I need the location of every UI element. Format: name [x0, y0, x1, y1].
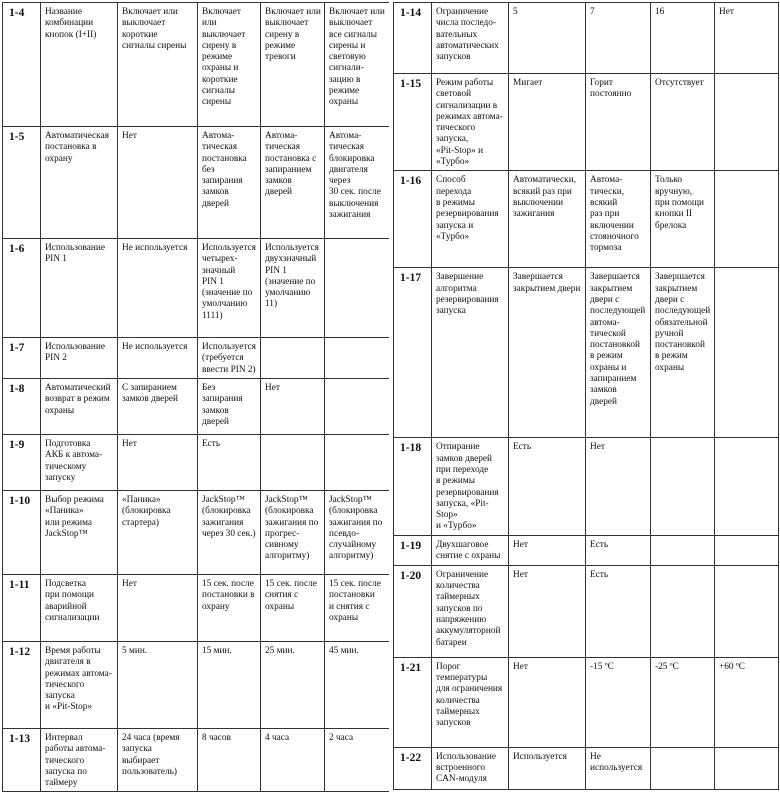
setting-number: 1-18 [394, 438, 432, 535]
setting-number: 1-22 [394, 747, 432, 789]
option-value: 4 часа [261, 729, 325, 792]
option-value [651, 565, 715, 657]
option-value: Мигает [509, 74, 586, 171]
table-row [394, 74, 779, 171]
option-value: Есть [509, 438, 586, 535]
option-value [261, 338, 325, 379]
option-value: Не используется [118, 338, 198, 379]
table-row [394, 268, 779, 438]
option-value: -15 ºС [586, 657, 651, 747]
option-value [715, 747, 779, 789]
settings-table-left [2, 2, 390, 792]
table-row [3, 379, 390, 435]
option-value: -25 ºС [651, 657, 715, 747]
option-value: Нет [715, 3, 779, 74]
setting-number: 1-15 [394, 74, 432, 171]
option-value: Используется четырех- значный PIN 1 (значение по умолчанию 1111) [198, 239, 261, 338]
setting-number: 1-6 [3, 239, 41, 338]
setting-name: Интервал работы автома- тического запуска по таймеру [41, 729, 118, 792]
option-value: Есть [586, 565, 651, 657]
setting-name: Режим работы световой сигнализации в режимах автома- тического запуска, «Pit-Stop» и «Турбо» [432, 74, 509, 171]
option-value: Нет [118, 435, 198, 491]
option-value [715, 171, 779, 268]
option-value: 7 [586, 3, 651, 74]
option-value [261, 435, 325, 491]
setting-number: 1-4 [3, 3, 41, 127]
setting-number: 1-7 [3, 338, 41, 379]
setting-number: 1-12 [3, 642, 41, 729]
setting-number: 1-9 [3, 435, 41, 491]
option-value: 15 сек. после снятия с охраны [261, 575, 325, 642]
option-value: «Паника» (блокировка стартера) [118, 491, 198, 575]
option-value: JackStop™ (блокировка зажигания по псевдо- случайному алгоритму) [325, 491, 390, 575]
option-value: 15 сек. после постановки в охрану [198, 575, 261, 642]
option-value: Автоматически, всякий раз при выключении зажигания [509, 171, 586, 268]
setting-number: 1-21 [394, 657, 432, 747]
option-value [715, 268, 779, 438]
setting-number: 1-11 [3, 575, 41, 642]
table-row [3, 127, 390, 239]
option-value: 24 часа (время запуска выбирает пользователь) [118, 729, 198, 792]
table-row [3, 435, 390, 491]
option-value: Нет [118, 127, 198, 239]
setting-name: Название комбинации кнопок (I+II) [41, 3, 118, 127]
option-value: Используется [509, 747, 586, 789]
option-value: 8 часов [198, 729, 261, 792]
table-row [394, 657, 779, 747]
option-value: Отсутствует [651, 74, 715, 171]
table-row [3, 239, 390, 338]
option-value: Есть [198, 435, 261, 491]
option-value: 16 [651, 3, 715, 74]
setting-name: Выбор режима «Паника» или режима JackStop™ [41, 491, 118, 575]
setting-name: Отпирание замков дверей при переходе в режимы резервирования запуска, «Pit-Stop» и «Турбо» [432, 438, 509, 535]
setting-name: Двухшаговое снятие с охраны [432, 535, 509, 565]
option-value: С запиранием замков дверей [118, 379, 198, 435]
option-value: Не используется [118, 239, 198, 338]
setting-name: Использование встроенного CAN-модуля [432, 747, 509, 789]
option-value [325, 379, 390, 435]
setting-name: Порог температуры для ограничения количества таймерных запусков [432, 657, 509, 747]
option-value [325, 435, 390, 491]
setting-number: 1-10 [3, 491, 41, 575]
option-value [715, 438, 779, 535]
setting-number: 1-16 [394, 171, 432, 268]
option-value: Горит постоянно [586, 74, 651, 171]
option-value: Только вручную, при помощи кнопки II брелока [651, 171, 715, 268]
table-row [3, 338, 390, 379]
table-row [394, 438, 779, 535]
option-value: Нет [586, 438, 651, 535]
setting-name: Ограничение числа последо- вательных автоматических запусков [432, 3, 509, 74]
option-value: 15 мин. [198, 642, 261, 729]
option-value [715, 535, 779, 565]
table-row [3, 491, 390, 575]
table-row [3, 3, 390, 127]
setting-number: 1-8 [3, 379, 41, 435]
option-value: Автома- тическая постановка без запирания замков дверей [198, 127, 261, 239]
setting-name: Использование PIN 2 [41, 338, 118, 379]
table-row [394, 535, 779, 565]
option-value: 25 мин. [261, 642, 325, 729]
option-value: 2 часа [325, 729, 390, 792]
setting-name: Использование PIN 1 [41, 239, 118, 338]
table-row [394, 565, 779, 657]
setting-name: Автоматическая постановка в охрану [41, 127, 118, 239]
setting-name: Способ перехода в режимы резервирования запуска и «Турбо» [432, 171, 509, 268]
option-value: JackStop™ (блокировка зажигания по прогрес- сивному алгоритму) [261, 491, 325, 575]
setting-name: Ограничение количества таймерных запусков по напряжению аккумуляторной батареи [432, 565, 509, 657]
option-value [715, 565, 779, 657]
table-row [394, 171, 779, 268]
option-value: Автома- тическая блокировка двигателя через 30 сек. после выключения зажигания [325, 127, 390, 239]
option-value [325, 338, 390, 379]
option-value: Включает или выключает сирену в режиме тревоги [261, 3, 325, 127]
setting-name: Подсветка при помощи аварийной сигнализации [41, 575, 118, 642]
table-row [3, 642, 390, 729]
setting-name: Автоматический возврат в режим охраны [41, 379, 118, 435]
option-value [651, 438, 715, 535]
table-row [3, 575, 390, 642]
option-value: Включает или выключает сирену в режиме охраны и короткие сигналы сирены [198, 3, 261, 127]
option-value [651, 535, 715, 565]
setting-number: 1-5 [3, 127, 41, 239]
setting-number: 1-17 [394, 268, 432, 438]
option-value: Завершается закрытием двери [509, 268, 586, 438]
option-value: 15 сек. после постановки и снятия с охраны [325, 575, 390, 642]
option-value: Включает или выключает все сигналы сирены и световую сигнали- зацию в режиме охраны [325, 3, 390, 127]
option-value: Завершается закрытием двери с последующей автома- тической постановкой в режим охраны и запиранием замков дверей [586, 268, 651, 438]
option-value: Используется (требуется ввести PIN 2) [198, 338, 261, 379]
setting-number: 1-19 [394, 535, 432, 565]
setting-name: Завершение алгоритма резервирования запуска [432, 268, 509, 438]
setting-number: 1-20 [394, 565, 432, 657]
settings-table-right [393, 2, 779, 790]
option-value: Нет [509, 535, 586, 565]
option-value: Включает или выключает короткие сигналы сирены [118, 3, 198, 127]
option-value [325, 239, 390, 338]
table-row [394, 747, 779, 789]
option-value: Нет [509, 657, 586, 747]
setting-name: Подготовка АКБ к автома- тическому запуску [41, 435, 118, 491]
option-value: Без запирания замков дверей [198, 379, 261, 435]
option-value: Нет [509, 565, 586, 657]
option-value: Нет [118, 575, 198, 642]
table-row [394, 3, 779, 74]
option-value: Не используется [586, 747, 651, 789]
option-value: Автома- тическая постановка с запиранием замков дверей [261, 127, 325, 239]
setting-number: 1-13 [3, 729, 41, 792]
setting-number: 1-14 [394, 3, 432, 74]
option-value: 5 мин. [118, 642, 198, 729]
table-row [3, 729, 390, 792]
option-value: Завершается закрытием двери с последующей обязательной ручной постановкой в режим охраны [651, 268, 715, 438]
option-value: Нет [261, 379, 325, 435]
option-value [651, 747, 715, 789]
option-value: Автома- тически, всякий раз при включении стояночного тормоза [586, 171, 651, 268]
option-value: +60 ºС [715, 657, 779, 747]
option-value: JackStop™ (блокировка зажигания через 30 сек.) [198, 491, 261, 575]
setting-name: Время работы двигателя в режимах автома- тического запуска и «Pit-Stop» [41, 642, 118, 729]
option-value [715, 74, 779, 171]
option-value: Используется двухзначный PIN 1 (значение по умолчанию 11) [261, 239, 325, 338]
option-value: 45 мин. [325, 642, 390, 729]
option-value: 5 [509, 3, 586, 74]
option-value: Есть [586, 535, 651, 565]
